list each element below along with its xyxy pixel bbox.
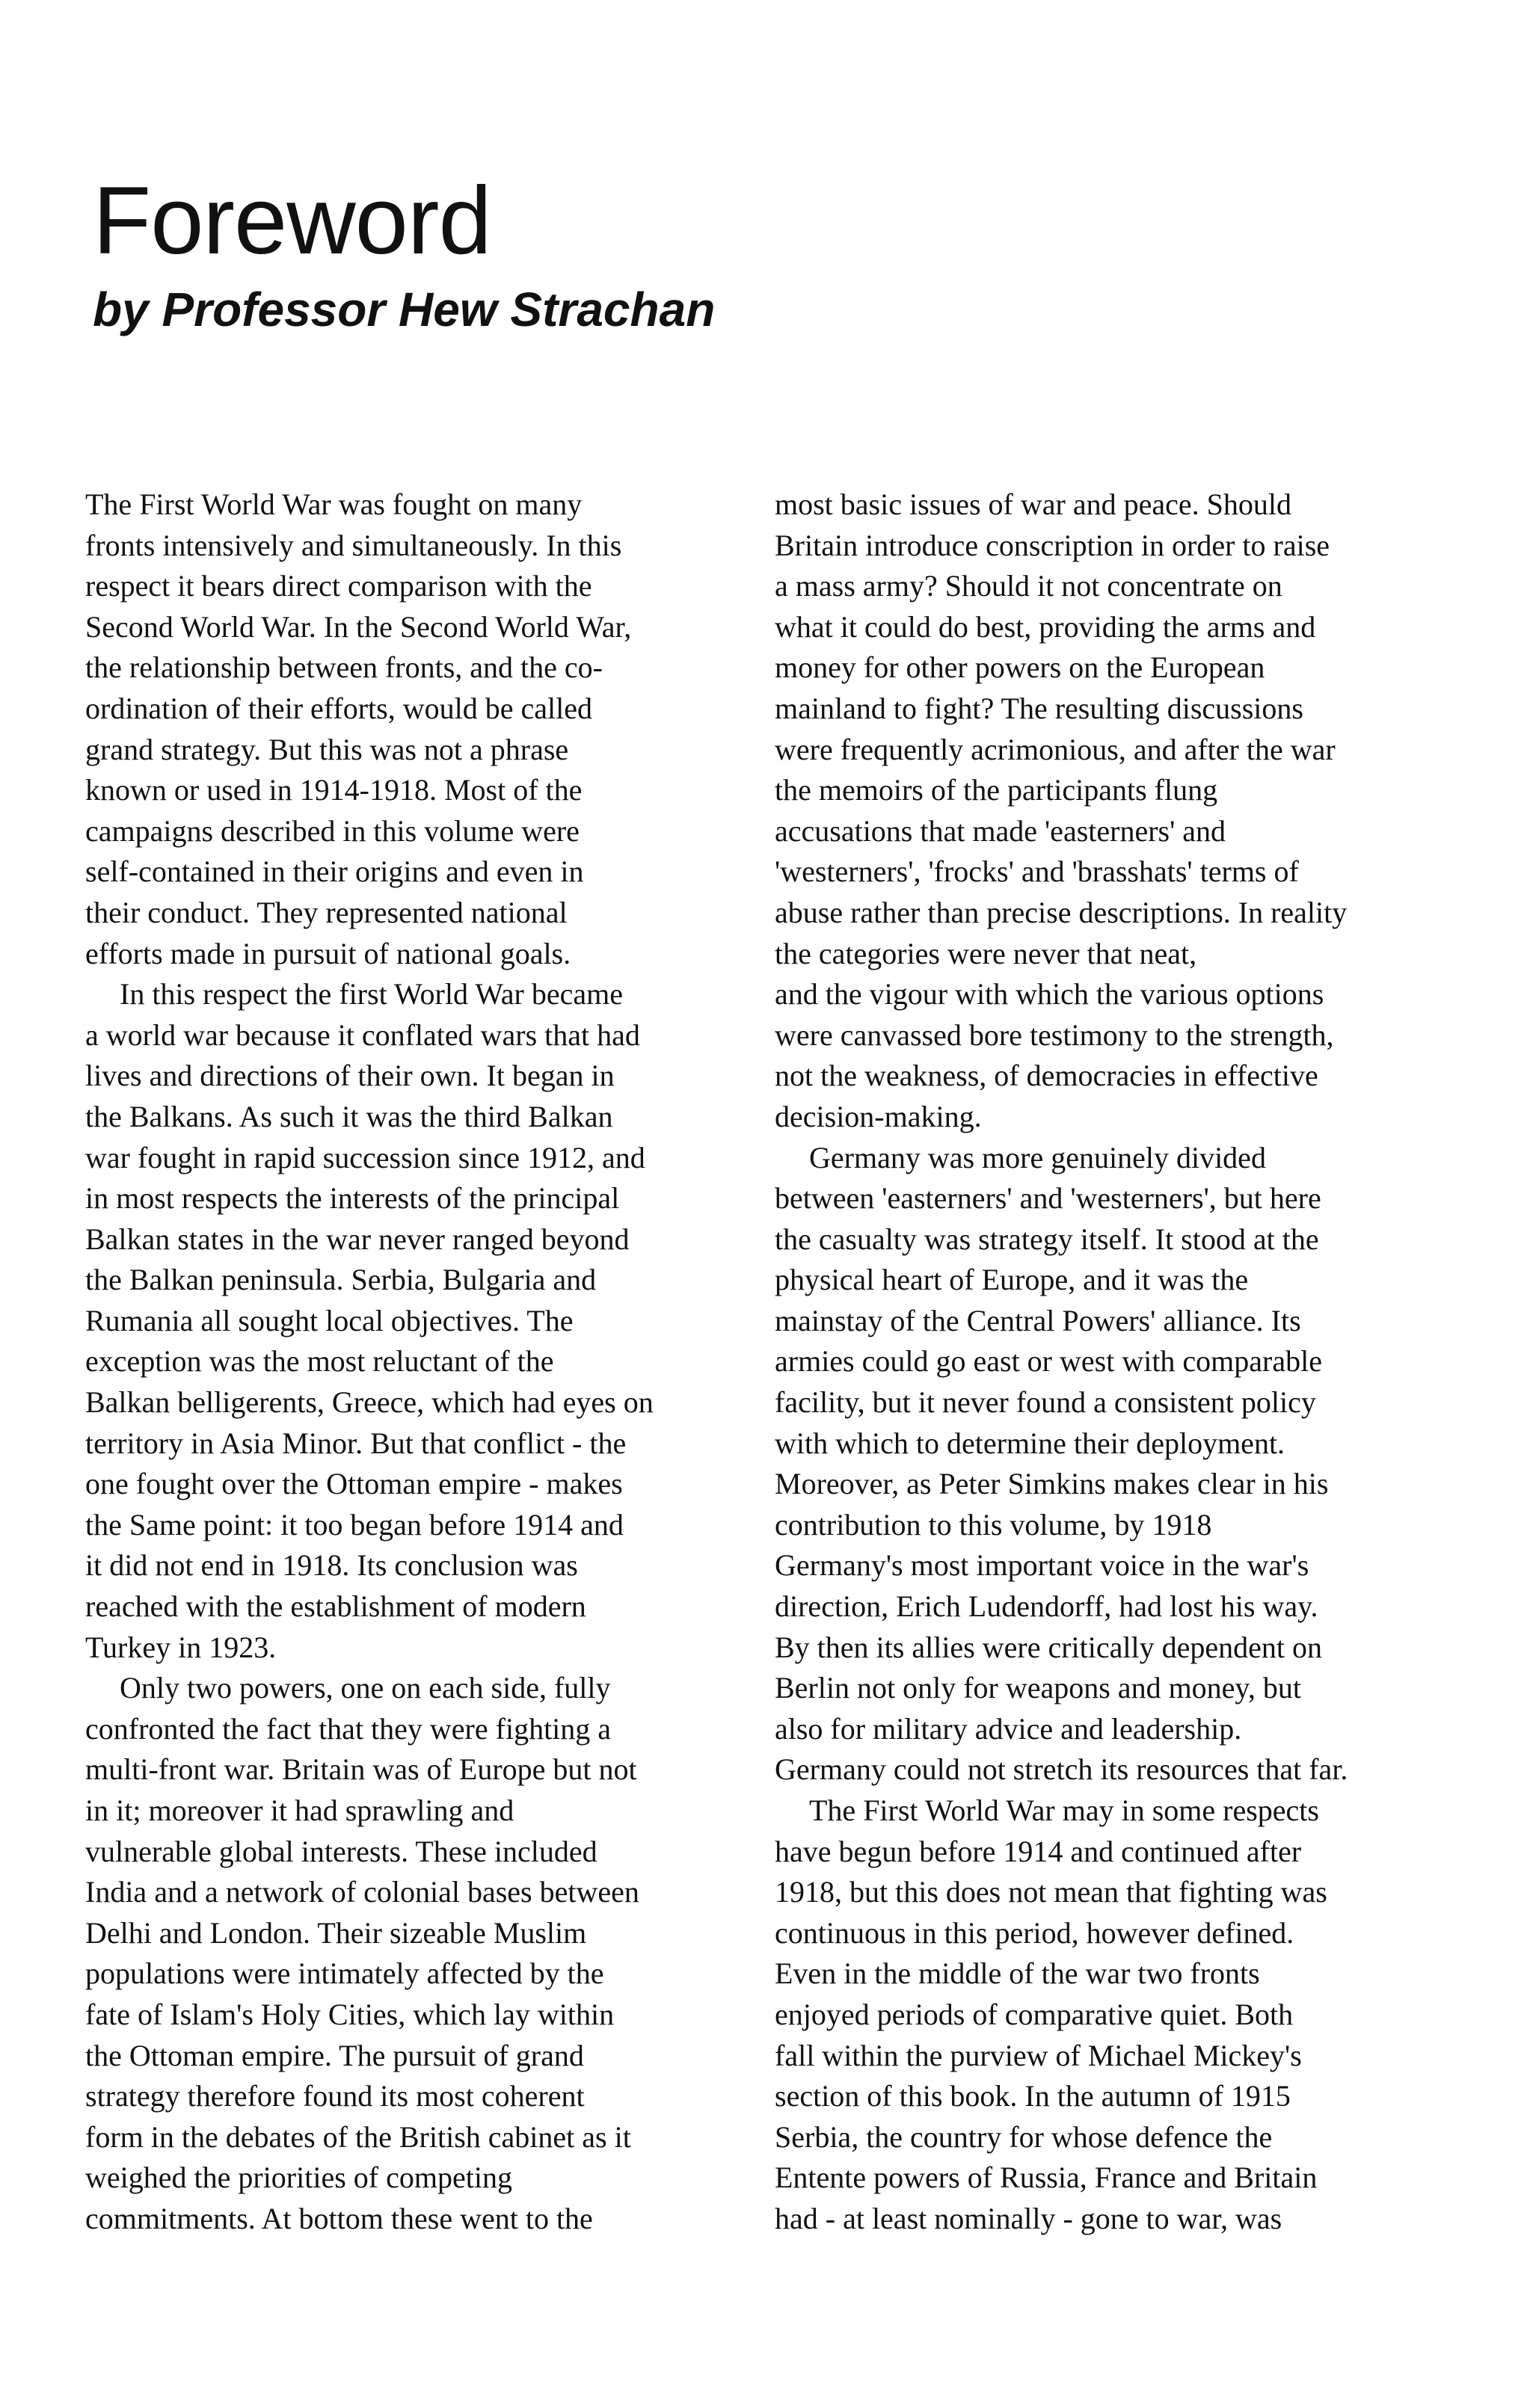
- text-line: Berlin not only for weapons and money, but: [775, 1671, 1301, 1705]
- text-line: strategy therefore found its most coherent: [85, 2079, 585, 2113]
- author-byline: by Professor Hew Strachan: [93, 283, 716, 336]
- text-line: India and a network of colonial bases between: [85, 1875, 639, 1909]
- text-line: Moreover, as Peter Simkins makes clear in his: [775, 1467, 1329, 1501]
- text-line: form in the debates of the British cabinet as it: [85, 2119, 631, 2154]
- text-line: fate of Islam's Holy Cities, which lay within: [85, 1997, 615, 2031]
- text-line: Turkey in 1923.: [85, 1630, 277, 1664]
- text-line: the memoirs of the participants flung: [775, 773, 1218, 807]
- text-line: decision-making.: [775, 1099, 982, 1133]
- text-line: Germany could not stretch its resources that far.: [775, 1752, 1348, 1787]
- text-line: enjoyed periods of comparative quiet. Both: [775, 1997, 1294, 2031]
- text-line: fall within the purview of Michael Mickey's: [775, 2038, 1302, 2072]
- text-line: it did not end in 1918. Its conclusion was: [85, 1548, 578, 1583]
- text-line: what it could do best, providing the arms and: [775, 609, 1316, 644]
- text-line: Entente powers of Russia, France and Britain: [775, 2161, 1318, 2195]
- text-line: the relationship between fronts, and the co-: [85, 650, 603, 685]
- text-line: In this respect the first World War became: [120, 977, 623, 1011]
- text-line: war fought in rapid succession since 1912, and: [85, 1140, 645, 1174]
- text-line: campaigns described in this volume were: [85, 813, 580, 848]
- text-line: their conduct. They represented national: [85, 895, 568, 929]
- text-line: Balkan states in the war never ranged beyond: [85, 1222, 630, 1256]
- page-title: Foreword: [93, 167, 491, 274]
- text-line: vulnerable global interests. These included: [85, 1834, 597, 1868]
- text-line: armies could go east or west with comparable: [775, 1344, 1322, 1379]
- text-line: had - at least nominally - gone to war, was: [775, 2201, 1282, 2235]
- text-line: money for other powers on the European: [775, 650, 1265, 685]
- text-line: a mass army? Should it not concentrate on: [775, 569, 1282, 603]
- text-line: self-contained in their origins and even in: [85, 854, 584, 889]
- text-line: not the weakness, of democracies in effective: [775, 1059, 1318, 1093]
- text-line: respect it bears direct comparison with the: [85, 569, 592, 603]
- text-line: Delhi and London. Their sizeable Muslim: [85, 1915, 587, 1950]
- right-text-column: [775, 484, 1433, 2240]
- text-line: exception was the most reluctant of the: [85, 1344, 554, 1379]
- text-line: the Balkans. As such it was the third Balkan: [85, 1099, 613, 1133]
- text-line: multi-front war. Britain was of Europe but not: [85, 1752, 637, 1787]
- text-line: have begun before 1914 and continued after: [775, 1834, 1302, 1868]
- text-line: Even in the middle of the war two fronts: [775, 1956, 1260, 1991]
- text-line: facility, but it never found a consistent policy: [775, 1385, 1316, 1420]
- text-line: Serbia, the country for whose defence the: [775, 2119, 1273, 2154]
- text-line: lives and directions of their own. It began in: [85, 1059, 615, 1093]
- text-line: By then its allies were critically dependent on: [775, 1630, 1322, 1664]
- text-line: territory in Asia Minor. But that conflict - the: [85, 1426, 627, 1460]
- text-line: a world war because it conflated wars that had: [85, 1017, 640, 1052]
- text-line: direction, Erich Ludendorff, had lost his way.: [775, 1589, 1318, 1624]
- text-line: populations were intimately affected by the: [85, 1956, 604, 1991]
- text-line: known or used in 1914-1918. Most of the: [85, 773, 583, 807]
- text-line: mainstay of the Central Powers' alliance. Its: [775, 1303, 1301, 1337]
- text-line: in it; moreover it had sprawling and: [85, 1793, 514, 1827]
- text-line: between 'easterners' and 'westerners', but here: [775, 1181, 1321, 1216]
- text-line: Rumania all sought local objectives. The: [85, 1303, 574, 1337]
- text-line: the Ottoman empire. The pursuit of grand: [85, 2038, 584, 2072]
- text-line: were frequently acrimonious, and after the war: [775, 732, 1336, 766]
- text-line: most basic issues of war and peace. Should: [775, 487, 1291, 521]
- text-line: Balkan belligerents, Greece, which had eyes on: [85, 1385, 654, 1420]
- text-line: mainland to fight? The resulting discussions: [775, 691, 1303, 725]
- text-line: Only two powers, one on each side, fully: [120, 1671, 611, 1705]
- text-line: abuse rather than precise descriptions. In reality: [775, 895, 1348, 929]
- text-line: the casualty was strategy itself. It stood at the: [775, 1222, 1319, 1256]
- text-line: Germany was more genuinely divided: [809, 1140, 1266, 1174]
- left-text-column: [85, 484, 713, 2240]
- text-line: The First World War was fought on many: [85, 487, 583, 521]
- text-line: the categories were never that neat,: [775, 936, 1197, 970]
- text-line: The First World War may in some respects: [809, 1793, 1319, 1827]
- text-line: also for military advice and leadership.: [775, 1711, 1242, 1746]
- text-line: 1918, but this does not mean that fighting was: [775, 1875, 1327, 1909]
- text-line: with which to determine their deployment.: [775, 1426, 1285, 1460]
- text-line: physical heart of Europe, and it was the: [775, 1263, 1249, 1297]
- text-line: ordination of their efforts, would be called: [85, 691, 592, 725]
- text-line: Second World War. In the Second World War,: [85, 609, 632, 644]
- text-line: one fought over the Ottoman empire - makes: [85, 1467, 623, 1501]
- text-line: confronted the fact that they were fighting a: [85, 1711, 612, 1746]
- text-line: fronts intensively and simultaneously. In this: [85, 528, 622, 562]
- text-line: accusations that made 'easterners' and: [775, 813, 1226, 848]
- text-line: Britain introduce conscription in order to raise: [775, 528, 1330, 562]
- text-line: the Same point: it too began before 1914 and: [85, 1507, 624, 1542]
- text-line: were canvassed bore testimony to the strength,: [775, 1017, 1334, 1052]
- text-line: grand strategy. But this was not a phrase: [85, 732, 569, 766]
- text-line: and the vigour with which the various options: [775, 977, 1324, 1011]
- text-line: weighed the priorities of competing: [85, 2161, 512, 2195]
- text-line: contribution to this volume, by 1918: [775, 1507, 1212, 1542]
- text-line: 'westerners', 'frocks' and 'brasshats' terms of: [775, 854, 1299, 889]
- text-line: section of this book. In the autumn of 1915: [775, 2079, 1291, 2113]
- text-line: Germany's most important voice in the war's: [775, 1548, 1309, 1583]
- text-line: commitments. At bottom these went to the: [85, 2201, 593, 2235]
- text-line: in most respects the interests of the principal: [85, 1181, 620, 1216]
- text-line: the Balkan peninsula. Serbia, Bulgaria and: [85, 1263, 597, 1297]
- text-line: efforts made in pursuit of national goals.: [85, 936, 571, 970]
- text-line: reached with the establishment of modern: [85, 1589, 586, 1624]
- text-line: continuous in this period, however defined.: [775, 1915, 1294, 1950]
